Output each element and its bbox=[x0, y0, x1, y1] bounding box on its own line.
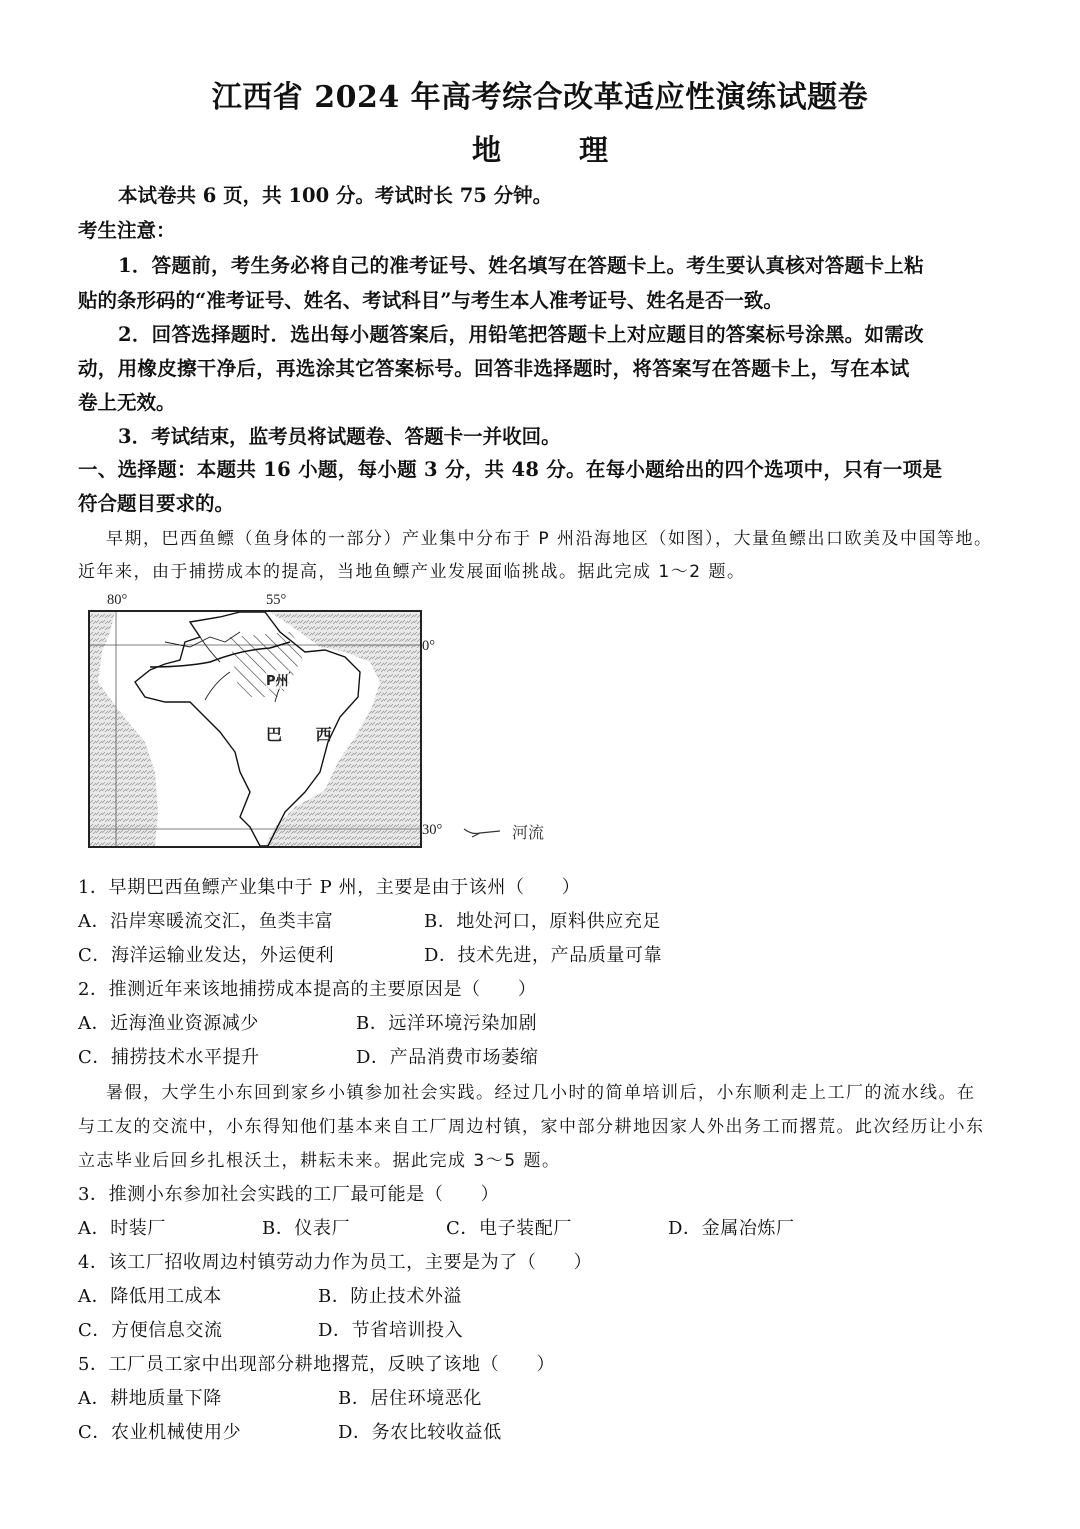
question-3-option-c: C．电子装配厂 bbox=[446, 1218, 572, 1239]
notice-item-2-line-2: 动，用橡皮擦干净后，再选涂其它答案标号。回答非选择题时，将答案写在答题卡上，写在本试 bbox=[78, 357, 910, 380]
passage-2-line-1: 暑假，大学生小东回到家乡小镇参加社会实践。经过几小时的简单培训后，小东顺利走上工厂的流水线。在 bbox=[106, 1083, 976, 1103]
question-2-option-a: A．近海渔业资源减少 bbox=[78, 1013, 259, 1034]
notice-item-1-line-2: 贴的条形码的“准考证号、姓名、考试科目”与考生本人准考证号、姓名是否一致。 bbox=[78, 289, 783, 312]
subject-title: 地 理 bbox=[471, 133, 631, 167]
section-1-heading-line-1: 一、选择题：本题共 16 小题，每小题 3 分，共 48 分。在每小题给出的四个选项中，只有一项是 bbox=[78, 458, 943, 481]
map-latitude-label-0: 0° bbox=[422, 638, 436, 654]
question-3-option-b: B．仪表厂 bbox=[262, 1218, 351, 1239]
map-latitude-label-30: 30° bbox=[422, 822, 443, 838]
question-2-option-d: D．产品消费市场萎缩 bbox=[356, 1047, 539, 1068]
notice-item-1-line-1: 1．答题前，考生务必将自己的准考证号、姓名填写在答题卡上。考生要认真核对答题卡上粘 bbox=[118, 254, 924, 277]
question-1-stem: 1．早期巴西鱼鳔产业集中于 P 州，主要是由于该州（ ） bbox=[78, 877, 581, 898]
pacific-ocean-area bbox=[90, 612, 158, 846]
notice-item-2-line-1: 2．回答选择题时．选出每小题答案后，用铅笔把答题卡上对应题目的答案标号涂黑。如需改 bbox=[118, 323, 924, 346]
question-2-stem: 2．推测近年来该地捕捞成本提高的主要原因是（ ） bbox=[78, 979, 537, 1000]
question-4-option-a: A．降低用工成本 bbox=[78, 1286, 222, 1307]
question-5-option-a: A．耕地质量下降 bbox=[78, 1388, 222, 1409]
exam-title: 江西省 2024 年高考综合改革适应性演练试题卷 bbox=[211, 80, 869, 115]
question-5-option-c: C．农业机械使用少 bbox=[78, 1422, 242, 1443]
question-4-option-b: B．防止技术外溢 bbox=[318, 1286, 463, 1307]
question-2-option-b: B．远洋环境污染加剧 bbox=[356, 1013, 538, 1034]
question-4-option-c: C．方便信息交流 bbox=[78, 1320, 223, 1341]
question-3-stem: 3．推测小东参加社会实践的工厂最可能是（ ） bbox=[78, 1184, 500, 1205]
question-5-stem: 5．工厂员工家中出现部分耕地撂荒，反映了该地（ ） bbox=[78, 1354, 556, 1375]
question-4-stem: 4．该工厂招收周边村镇劳动力作为员工，主要是为了（ ） bbox=[78, 1252, 593, 1273]
map-legend bbox=[462, 820, 544, 843]
passage-2-line-2: 与工友的交流中，小东得知他们基本来自工厂周边村镇，家中部分耕地因家人外出务工而撂荒。此次经历让小东 bbox=[78, 1117, 985, 1137]
brazil-map bbox=[88, 610, 422, 848]
question-5-option-d: D．务农比较收益低 bbox=[338, 1422, 502, 1443]
question-5-option-b: B．居住环境恶化 bbox=[338, 1388, 483, 1409]
p-state-label: P州 bbox=[266, 670, 289, 689]
passage-1-line-1: 早期，巴西鱼鳔（鱼身体的一部分）产业集中分布于 P 州沿海地区（如图），大量鱼鳔出口欧美及中国等地。 bbox=[106, 529, 993, 549]
notice-item-2-line-3: 卷上无效。 bbox=[78, 391, 176, 414]
question-1-option-d: D．技术先进，产品质量可靠 bbox=[424, 945, 663, 966]
brazil-map-graphic bbox=[90, 612, 420, 846]
passage-1-line-2: 近年来，由于捕捞成本的提高，当地鱼鳔产业发展面临挑战。据此完成 1～2 题。 bbox=[78, 562, 746, 582]
question-4-option-d: D．节省培训投入 bbox=[318, 1320, 464, 1341]
map-longitude-label-80: 80° bbox=[107, 592, 128, 608]
question-3-option-d: D．金属冶炼厂 bbox=[668, 1218, 795, 1239]
river-symbol-icon bbox=[462, 825, 502, 839]
map-longitude-label-55: 55° bbox=[266, 592, 287, 608]
notice-heading: 考生注意： bbox=[78, 219, 176, 242]
exam-intro: 本试卷共 6 页，共 100 分。考试时长 75 分钟。 bbox=[118, 184, 553, 207]
question-1-option-b: B．地处河口，原料供应充足 bbox=[424, 911, 662, 932]
brazil-label: 巴 西 bbox=[266, 725, 346, 744]
passage-2-line-3: 立志毕业后回乡扎根沃土，耕耘未来。据此完成 3～5 题。 bbox=[78, 1151, 561, 1171]
question-3-option-a: A．时装厂 bbox=[78, 1218, 166, 1239]
question-1-option-a: A．沿岸寒暖流交汇，鱼类丰富 bbox=[78, 911, 334, 932]
question-2-option-c: C．捕捞技术水平提升 bbox=[78, 1047, 260, 1068]
notice-item-3: 3．考试结束，监考员将试题卷、答题卡一并收回。 bbox=[118, 425, 561, 448]
legend-river-label: 河流 bbox=[512, 823, 545, 842]
question-1-option-c: C．海洋运输业发达，外运便利 bbox=[78, 945, 335, 966]
section-1-heading-line-2: 符合题目要求的。 bbox=[78, 492, 235, 515]
